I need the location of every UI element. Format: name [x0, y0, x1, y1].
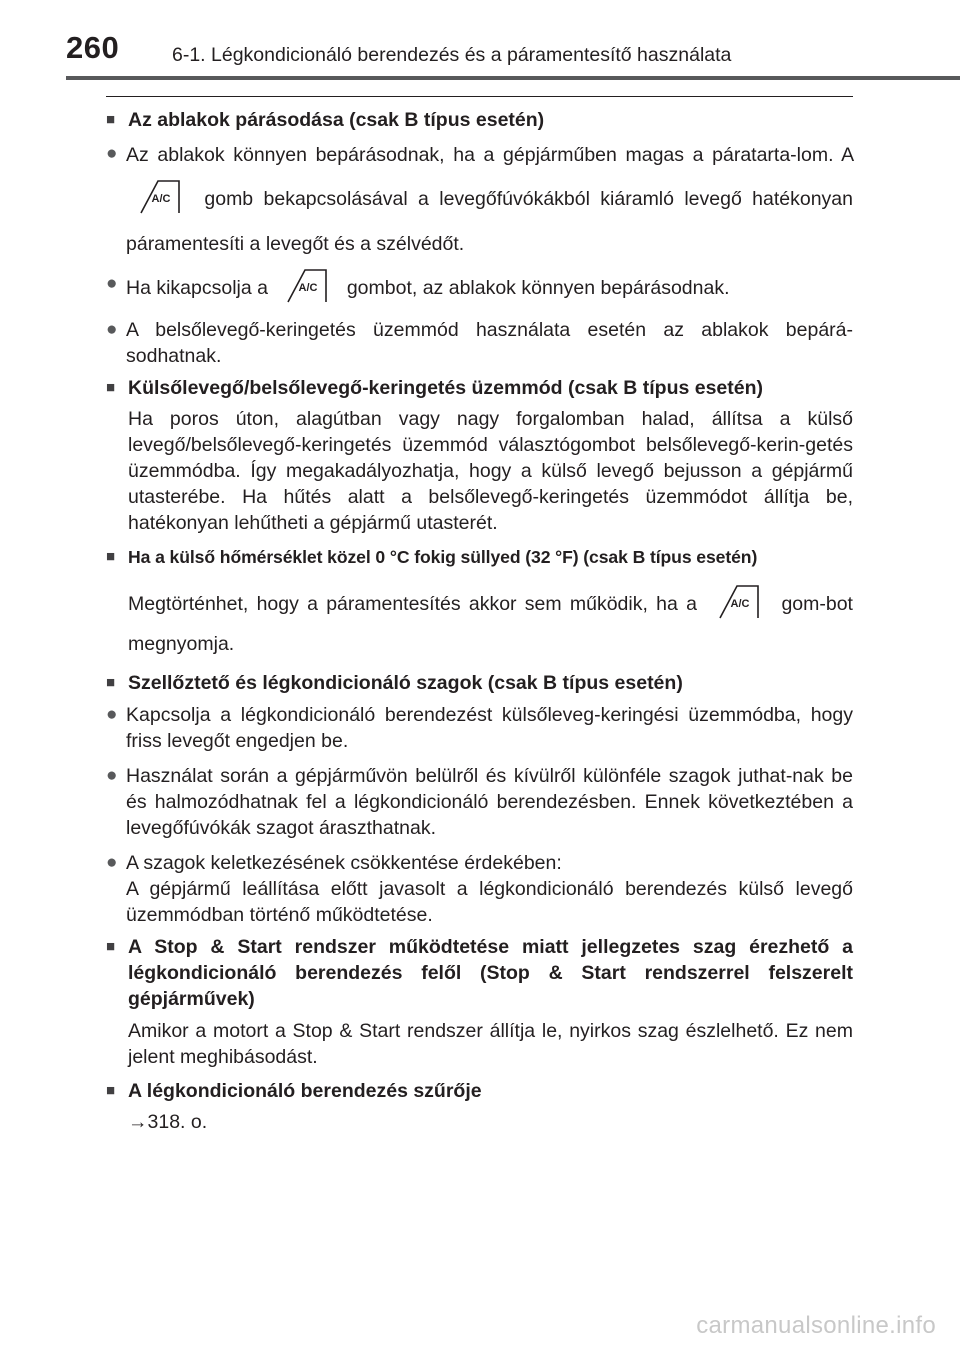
section-heading — [106, 670, 853, 696]
square-bullet-icon: ■ — [106, 938, 116, 955]
section-filter — [106, 1078, 853, 1135]
section-heading — [106, 544, 853, 570]
section-stop-start — [106, 934, 853, 1070]
ac-icon-label: A/C — [730, 597, 750, 610]
item-text-line: A szagok keletkezésének csökkentése érdekében: — [126, 852, 562, 874]
heading-text: Ha a külső hőmérséklet közel 0 °C fokig süllyed (32 °F) (csak B típus esetén) — [128, 547, 758, 567]
square-bullet-icon: ■ — [106, 111, 116, 128]
list-item — [106, 763, 853, 841]
item-text-line: A gépjármű leállítása előtt javasolt a légkondicionáló berendezés külső levegő üzemmódban történő működtetése. — [126, 878, 853, 926]
section-air-recirculation — [106, 375, 853, 536]
heading-text: A légkondicionáló berendezés szűrője — [128, 1080, 482, 1102]
section-heading — [106, 107, 853, 133]
section-heading — [106, 1078, 853, 1104]
item-text — [126, 141, 853, 259]
ac-button-icon — [285, 268, 329, 304]
paragraph: Amikor a motort a Stop & Start rendszer állítja le, nyirkos szag észlelhető. Ez nem jelent meghibásodást. — [128, 1020, 853, 1068]
section-heading — [106, 934, 853, 1012]
heading-text: Szellőztető és légkondicionáló szagok (csak B típus esetén) — [128, 672, 683, 694]
list-item — [106, 317, 853, 369]
item-text-part: gombot, az ablakok könnyen bepárásodnak. — [346, 277, 730, 300]
header-title: 6-1. Légkondicionáló berendezés és a páramentesítő használata — [172, 44, 732, 66]
square-bullet-icon: ■ — [106, 674, 116, 691]
list-item — [106, 702, 853, 754]
ac-button-icon — [138, 179, 182, 215]
item-text-part: Ha kikapcsolja a — [126, 277, 268, 300]
heading-text: Külsőlevegő/belsőlevegő-keringetés üzemmód (csak B típus esetén) — [128, 377, 764, 399]
item-text-part: Az ablakok könnyen bepárásodnak, ha a gépjárműben magas a páratarta-lom. A — [126, 144, 853, 166]
ac-icon-label: A/C — [298, 282, 318, 294]
section-window-fogging — [106, 107, 853, 369]
page-content — [106, 96, 853, 1135]
square-bullet-icon: ■ — [106, 379, 116, 396]
circle-bullet-icon: ● — [106, 143, 118, 164]
heading-text: Az ablakok párásodása (csak B típus esetén) — [128, 109, 545, 131]
item-text: Használat során a gépjárművön belülről és kívülről különféle szagok juthat-nak be és halmozódhatnak fel a légkondicionáló berendezésben. Ennek következtében a levegőfúvókák szagot áraszthatnak. — [126, 765, 853, 839]
square-bullet-icon: ■ — [106, 548, 115, 565]
circle-bullet-icon: ● — [106, 273, 118, 294]
list-item — [106, 850, 853, 928]
paragraph: Ha poros úton, alagútban vagy nagy forgalomban halad, állítsa a külső levegő/belsőlevegő-keringetés üzemmód választógombot belsőlevegő-kerin-getés üzemmódba. Így megakadályozhatja, hogy a külső levegő bejusson a gépjármű utasterébe. Ha hűtés alatt a belsőlevegő-keringetés üzemmódot állítja be, hatékonyan lehűtheti a gépjármű utasterét. — [128, 408, 853, 534]
paragraph — [128, 584, 853, 664]
list-item — [106, 271, 853, 307]
header-rule — [66, 76, 960, 80]
item-text: Kapcsolja a légkondicionáló berendezést külsőleveg-keringési üzemmódba, hogy friss levegőt engedjen be. — [126, 704, 853, 752]
item-text — [126, 850, 853, 928]
circle-bullet-icon: ● — [106, 704, 118, 725]
watermark: carmanualsonline.info — [696, 1312, 936, 1339]
section-low-temperature — [106, 544, 853, 664]
item-text-part: gomb bekapcsolásával a levegőfúvókákból kiáramló levegő hatékonyan páramentesíti a levegőt és a szélvédőt. — [126, 188, 853, 255]
paragraph-part: Megtörténhet, hogy a páramentesítés akkor sem működik, ha a — [128, 593, 697, 615]
heading-text: A Stop & Start rendszer működtetése miatt jellegzetes szag érezhető a légkondicionáló berendezés felől (Stop & Start rendszerrel felszerelt gépjárművek) — [128, 936, 853, 1010]
ac-button-icon — [717, 584, 761, 620]
section-heading — [106, 375, 853, 401]
circle-bullet-icon: ● — [106, 852, 118, 873]
list-item — [106, 141, 853, 259]
item-text: A belsőlevegő-keringetés üzemmód használata esetén az ablakok bepárá-sodhatnak. — [126, 319, 853, 367]
page-number: 260 — [66, 30, 120, 65]
circle-bullet-icon: ● — [106, 319, 118, 340]
page-reference-link[interactable]: →318. o. — [128, 1111, 208, 1133]
item-text — [126, 271, 853, 307]
circle-bullet-icon: ● — [106, 765, 118, 786]
square-bullet-icon: ■ — [106, 1082, 116, 1099]
section-odors — [106, 670, 853, 928]
paragraph-part: gom-bot megnyomja. — [128, 593, 853, 655]
ac-icon-label: A/C — [151, 193, 171, 205]
